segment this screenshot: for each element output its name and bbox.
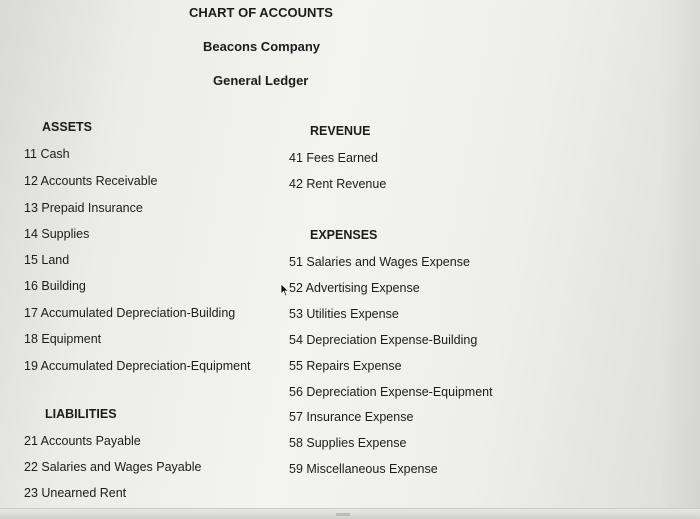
account-item: 52 Advertising Expense bbox=[289, 281, 420, 295]
account-item: 13 Prepaid Insurance bbox=[24, 201, 143, 215]
account-item: 15 Land bbox=[24, 253, 70, 267]
account-item: 42 Rent Revenue bbox=[289, 177, 387, 191]
account-item: 56 Depreciation Expense-Equipment bbox=[289, 385, 493, 399]
account-item: 21 Accounts Payable bbox=[24, 434, 141, 448]
expenses-heading: EXPENSES bbox=[310, 228, 378, 242]
account-item: 18 Equipment bbox=[24, 332, 102, 346]
bottom-edge-mark bbox=[336, 513, 350, 516]
document-title: CHART OF ACCOUNTS bbox=[189, 5, 333, 20]
account-item: 41 Fees Earned bbox=[289, 151, 378, 165]
account-item: 53 Utilities Expense bbox=[289, 307, 399, 321]
ledger-name: General Ledger bbox=[213, 73, 309, 88]
company-name: Beacons Company bbox=[203, 39, 321, 54]
account-item: 55 Repairs Expense bbox=[289, 359, 402, 373]
bottom-edge bbox=[0, 508, 700, 519]
account-item: 23 Unearned Rent bbox=[24, 486, 127, 500]
account-item: 54 Depreciation Expense-Building bbox=[289, 333, 478, 347]
revenue-heading: REVENUE bbox=[310, 124, 371, 138]
account-item: 14 Supplies bbox=[24, 227, 90, 241]
account-item: 22 Salaries and Wages Payable bbox=[24, 460, 202, 474]
account-item: 58 Supplies Expense bbox=[289, 436, 407, 450]
account-item: 17 Accumulated Depreciation-Building bbox=[24, 306, 236, 320]
account-item: 16 Building bbox=[24, 279, 86, 293]
account-item: 12 Accounts Receivable bbox=[24, 174, 158, 188]
account-item: 19 Accumulated Depreciation-Equipment bbox=[24, 359, 251, 373]
edge-shadow bbox=[660, 0, 700, 519]
account-item: 57 Insurance Expense bbox=[289, 410, 414, 424]
liabilities-heading: LIABILITIES bbox=[45, 407, 117, 421]
assets-heading: ASSETS bbox=[42, 120, 93, 134]
account-item: 59 Miscellaneous Expense bbox=[289, 462, 438, 476]
account-item: 51 Salaries and Wages Expense bbox=[289, 255, 470, 269]
mouse-pointer-icon bbox=[280, 283, 290, 297]
account-item: 11 Cash bbox=[24, 147, 70, 161]
